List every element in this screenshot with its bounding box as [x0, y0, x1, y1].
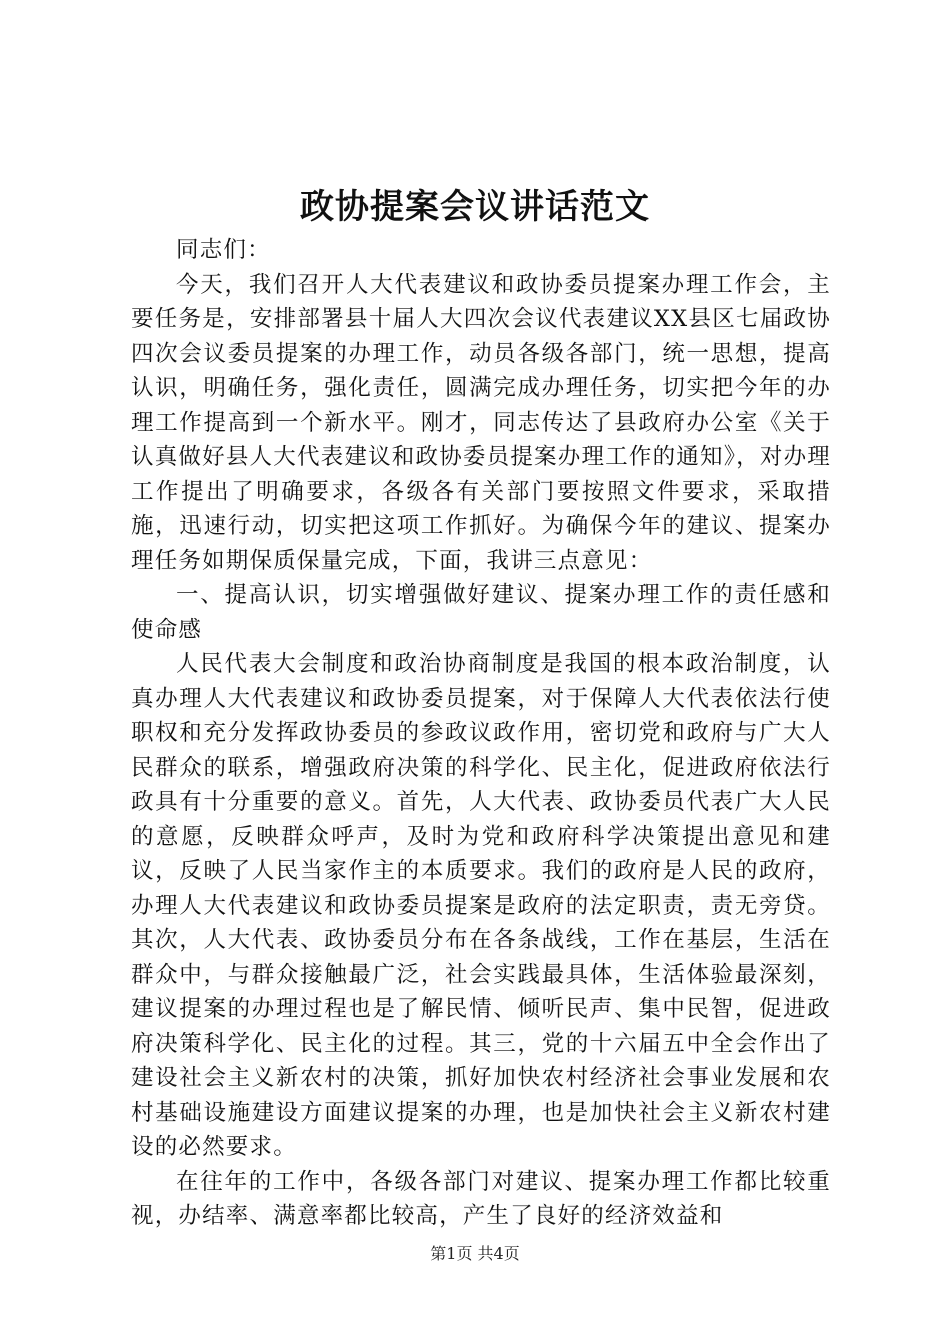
document-title: 政协提案会议讲话范文 [300, 187, 650, 227]
intro-paragraph: 今天，我们召开人大代表建议和政协委员提案办理工作会，主要任务是，安排部署县十届人大四次会议代表建议XX县区七届政协四次会议委员提案的办理工作，动员各级各部门，统一思想，提高认识，明确任务，强化责任，圆满完成办理任务，切实把今年的办理工作提高到一个新水平。刚才，同志传达了县政府办公室《关于认真做好县人大代表建议和政协委员提案办理工作的通知》，对办理工作提出了明确要求，各级各有关部门要按照文件要求，采取措施，迅速行动，切实把这项工作抓好。为确保今年的建议、提案办理任务如期保质保量完成，下面，我讲三点意见： [131, 271, 831, 574]
page-footer: 第1页 共4页 [430, 1244, 520, 1263]
document-body [131, 233, 831, 1234]
body-paragraph: 人民代表大会制度和政治协商制度是我国的根本政治制度，认真办理人大代表建议和政协委员提案，对于保障人大代表依法行使职权和充分发挥政协委员的参政议政作用，密切党和政府与广大人民群众的联系，增强政府决策的科学化、民主化，促进政府依法行政具有十分重要的意义。首先，人大代表、政协委员代表广大人民的意愿，反映群众呼声，及时为党和政府科学决策提出意见和建议，反映了人民当家作主的本质要求。我们的政府是人民的政府，办理人大代表建议和政协委员提案是政府的法定职责，责无旁贷。其次，人大代表、政协委员分布在各条战线，工作在基层，生活在群众中，与群众接触最广泛，社会实践最具体，生活体验最深刻，建议提案的办理过程也是了解民情、倾听民声、集中民智，促进政府决策科学化、民主化的过程。其三，党的十六届五中全会作出了建设社会主义新农村的决策，抓好加快农村经济社会事业发展和农村基础设施建设方面建议提案的办理，也是加快社会主义新农村建设的必然要求。 [131, 651, 831, 1160]
section-heading-1: 一、提高认识，切实增强做好建议、提案办理工作的责任感和使命感 [131, 582, 831, 643]
body-paragraph: 在往年的工作中，各级各部门对建议、提案办理工作都比较重视，办结率、满意率都比较高，产生了良好的经济效益和 [131, 1168, 831, 1229]
salutation-paragraph: 同志们： [176, 237, 271, 263]
